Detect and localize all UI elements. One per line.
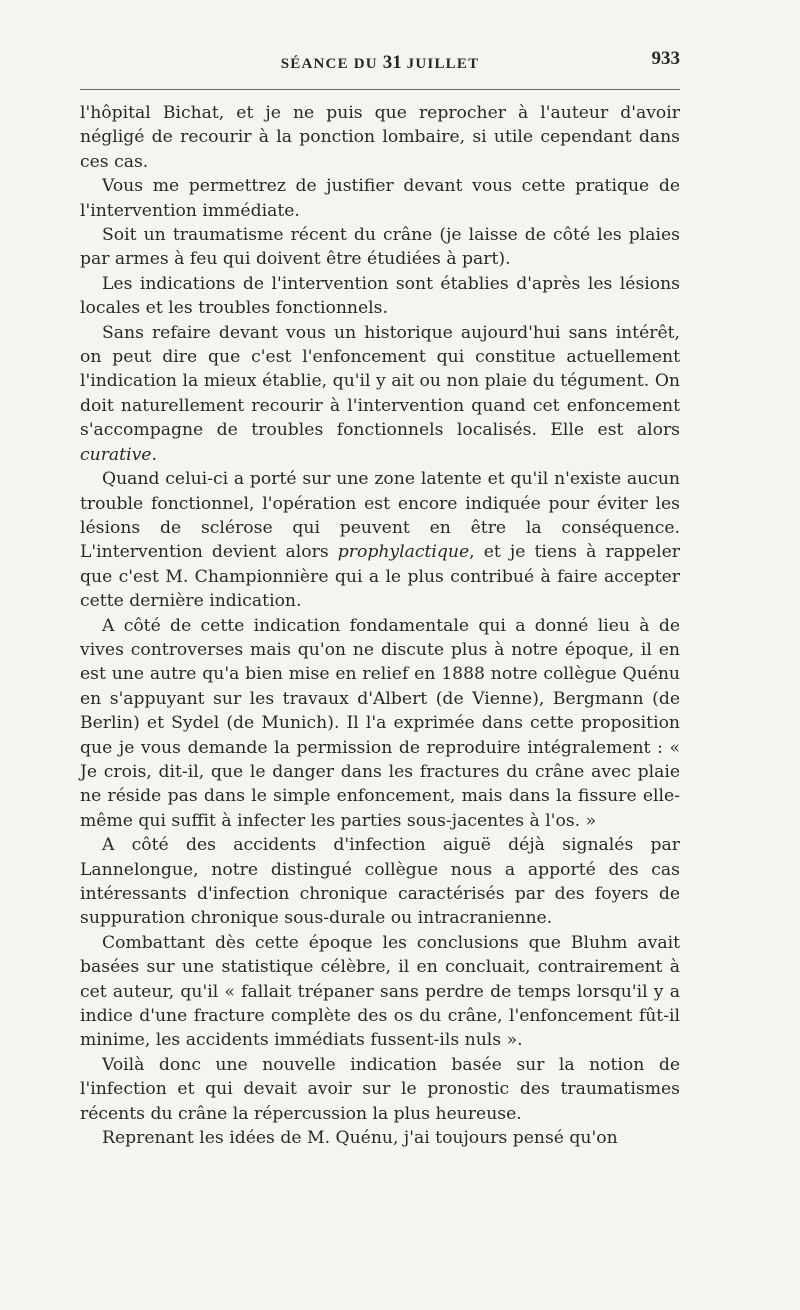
paragraph-text: Les indications de l'intervention sont établies d'après les lésions locales et les troubles fonctionnels.: [80, 273, 680, 319]
running-title: [80, 52, 680, 74]
paragraph-text: Combattant dès cette époque les conclusions que Bluhm avait basées sur une statistique célèbre, il en concluait, contrairement à cet auteur, qu'il « fallait trépaner sans perdre de temps lorsqu'il y a indice d'une fracture complète des os du crâne, l'enfoncement fût-il minime, les accidents immédiats fussent-ils nuls ».: [80, 932, 680, 1051]
running-title-prefix: SÉANCE DU: [280, 56, 383, 72]
paragraph-indications: [80, 272, 680, 321]
header-rule: [80, 89, 680, 90]
paragraph-text: A côté de cette indication fondamentale qui a donné lieu à de vives controverses mais qu'on ne discute plus à notre époque, il en est une autre qu'a bien mise en relief en 1888 notre collègue Quénu en s'appuyant sur les travaux d'Albert (de Vienne), Bergmann (de Berlin) et Sydel (de Munich). Il l'a exprimée dans cette proposition que je vous demande la permission de reproduire intégralement : « Je crois, dit-il, que le danger dans les fractures du crâne avec plaie ne réside pas dans le simple enfoncement, mais dans la fissure elle-même qui suffit à infecter les parties sous-jacentes à l'os. »: [80, 615, 680, 831]
italic-term: curative: [80, 444, 152, 465]
paragraph-text-after: .: [151, 444, 157, 465]
paragraph-text: Vous me permettrez de justifier devant vous cette pratique de l'intervention immédiate.: [80, 176, 680, 221]
italic-term: prophylactique: [337, 542, 470, 563]
paragraph-text: A côté des accidents d'infection aiguë déjà signalés par Lannelongue, notre distingué collègue nous a apporté des cas intéressants d'infection chronique caractérisés par des foyers de suppuration chronique sous-durale ou intracranienne.: [80, 835, 680, 929]
journal-page: [80, 0, 680, 1310]
paragraph-enfoncement: [80, 321, 680, 467]
paragraph-text: l'hôpital Bichat, et je ne puis que reprocher à l'auteur d'avoir négligé de recourir à la ponction lombaire, si utile cependant dans ces cas.: [80, 103, 680, 172]
paragraph-justification: [80, 174, 680, 223]
running-head: [80, 48, 680, 78]
paragraph-text: Reprenant les idées de M. Quénu, j'ai toujours pensé qu'on: [102, 1128, 618, 1149]
page-number: 933: [651, 48, 680, 69]
paragraph-text-after: , et je tiens à rappeler que c'est M. Championnière qui a le plus contribué à faire accepter cette dernière indication.: [80, 542, 680, 612]
paragraph-infection-aigue: [80, 833, 680, 931]
paragraph-text: Quand celui-ci a porté sur une zone latente et qu'il n'existe aucun trouble fonctionnel, l'opération est encore indiquée pour éviter les lésions de sclérose qui peuvent en être la conséquence. L'intervention devient alors: [80, 469, 680, 563]
paragraph-trauma: [80, 223, 680, 272]
paragraph-text: Voilà donc une nouvelle indication basée sur la notion de l'infection et qui devait avoir sur le pronostic des traumatismes récents du crâne la répercussion la plus heureuse.: [80, 1054, 680, 1124]
running-title-suffix: JUILLET: [401, 56, 480, 72]
paragraph-text: Sans refaire devant vous un historique aujourd'hui sans intérêt, on peut dire que c'est l'enfoncement qui constitue actuellement l'indication la mieux établie, qu'il y ait ou non plaie du tégument. On doit naturellement recourir à l'intervention quand cet enfoncement s'accompagne de troubles fonctionnels localisés. Elle est alors: [80, 322, 680, 441]
paragraph-continued: [80, 101, 680, 174]
paragraph-zone-latente: [80, 467, 680, 613]
paragraph-text: Soit un traumatisme récent du crâne (je laisse de côté les plaies par armes à feu qui doivent être étudiées à part).: [80, 225, 680, 270]
paragraph-bluhm: [80, 931, 680, 1053]
paragraph-nouvelle-indication: [80, 1053, 680, 1126]
body-text: [80, 101, 680, 1150]
paragraph-reprenant: [80, 1126, 680, 1150]
paragraph-quenu-citation: [80, 614, 680, 834]
running-title-day: 31: [382, 52, 402, 73]
